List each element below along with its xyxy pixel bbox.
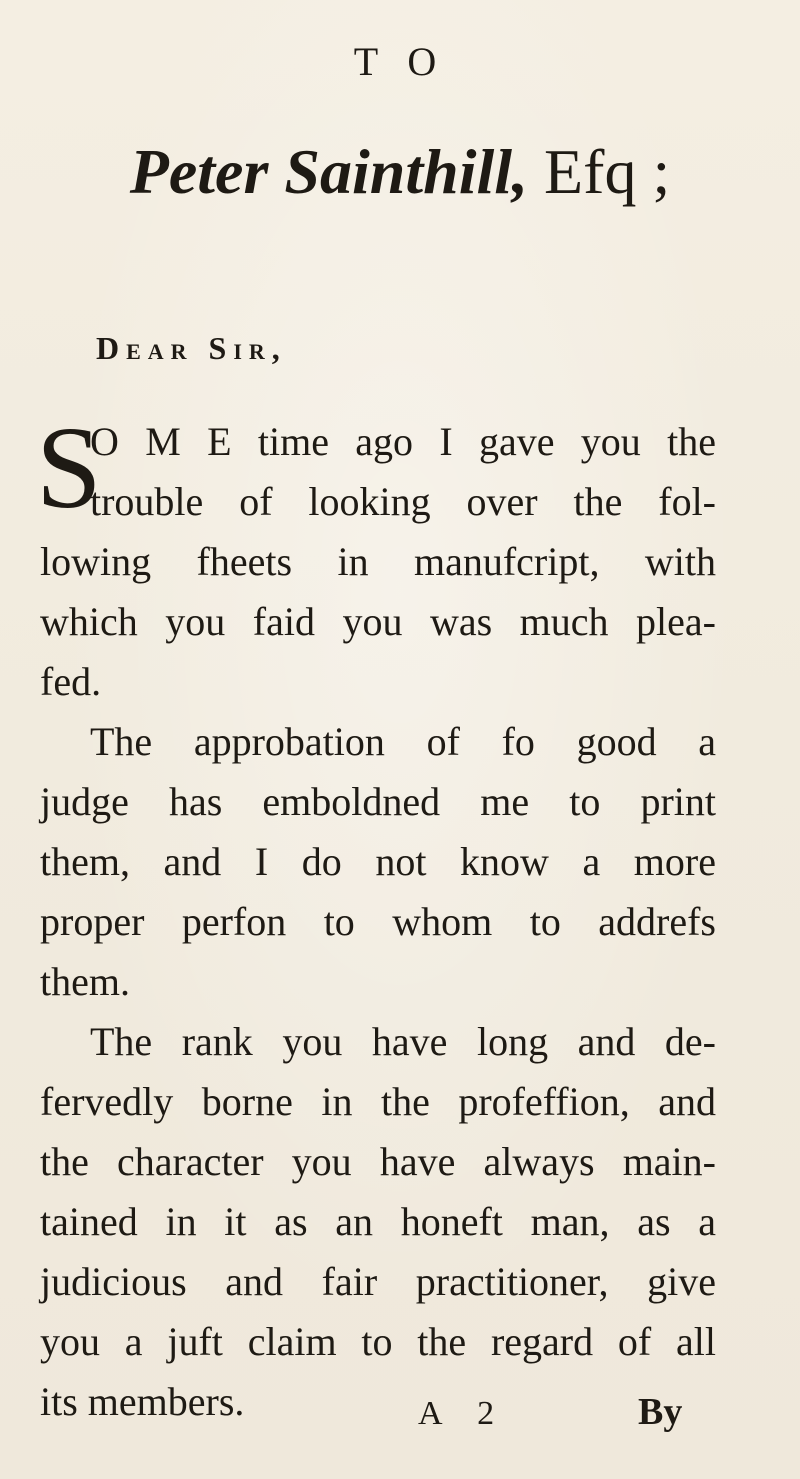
body-line-14: tained in it as an honeft man, as a [40,1199,716,1244]
body-line-16: you a juft claim to the regard of all [40,1319,716,1364]
catchword: By [638,1391,683,1433]
body-line-15: judicious and fair practitioner, give [40,1259,716,1304]
drop-cap: S [36,402,102,533]
body-line-13: the character you have always main- [40,1139,716,1184]
dedicatee-title: Efq ; [544,136,671,207]
body-line-17: its members. [40,1379,245,1424]
body-line-5: fed. [40,659,102,704]
body-line-6: The approbation of fo good a [90,719,716,764]
body-line-4: which you faid you was much plea- [40,599,716,644]
salutation: Dear Sir, [96,330,287,366]
dedicatee-name: Peter Sainthill, [129,136,529,207]
body-line-text: O M E time ago I gave you the [90,419,716,464]
dedication-to: T O [353,39,447,84]
body-line-9: proper perfon to whom to addrefs [40,899,716,944]
body-line-7: judge has emboldned me to print [40,779,716,824]
letter-body [36,402,716,1432]
body-line-12: fervedly borne in the profeffion, and [40,1079,716,1124]
body-line-10: them. [40,959,130,1004]
body-line-8: them, and I do not know a more [40,839,716,884]
body-line-2: trouble of looking over the fol- [90,479,716,524]
body-line-3: lowing fheets in manufcript, with [40,539,716,584]
body-line-11: The rank you have long and de- [90,1019,716,1064]
signature-mark: A 2 [418,1395,509,1432]
dedicatee-line [0,136,800,207]
